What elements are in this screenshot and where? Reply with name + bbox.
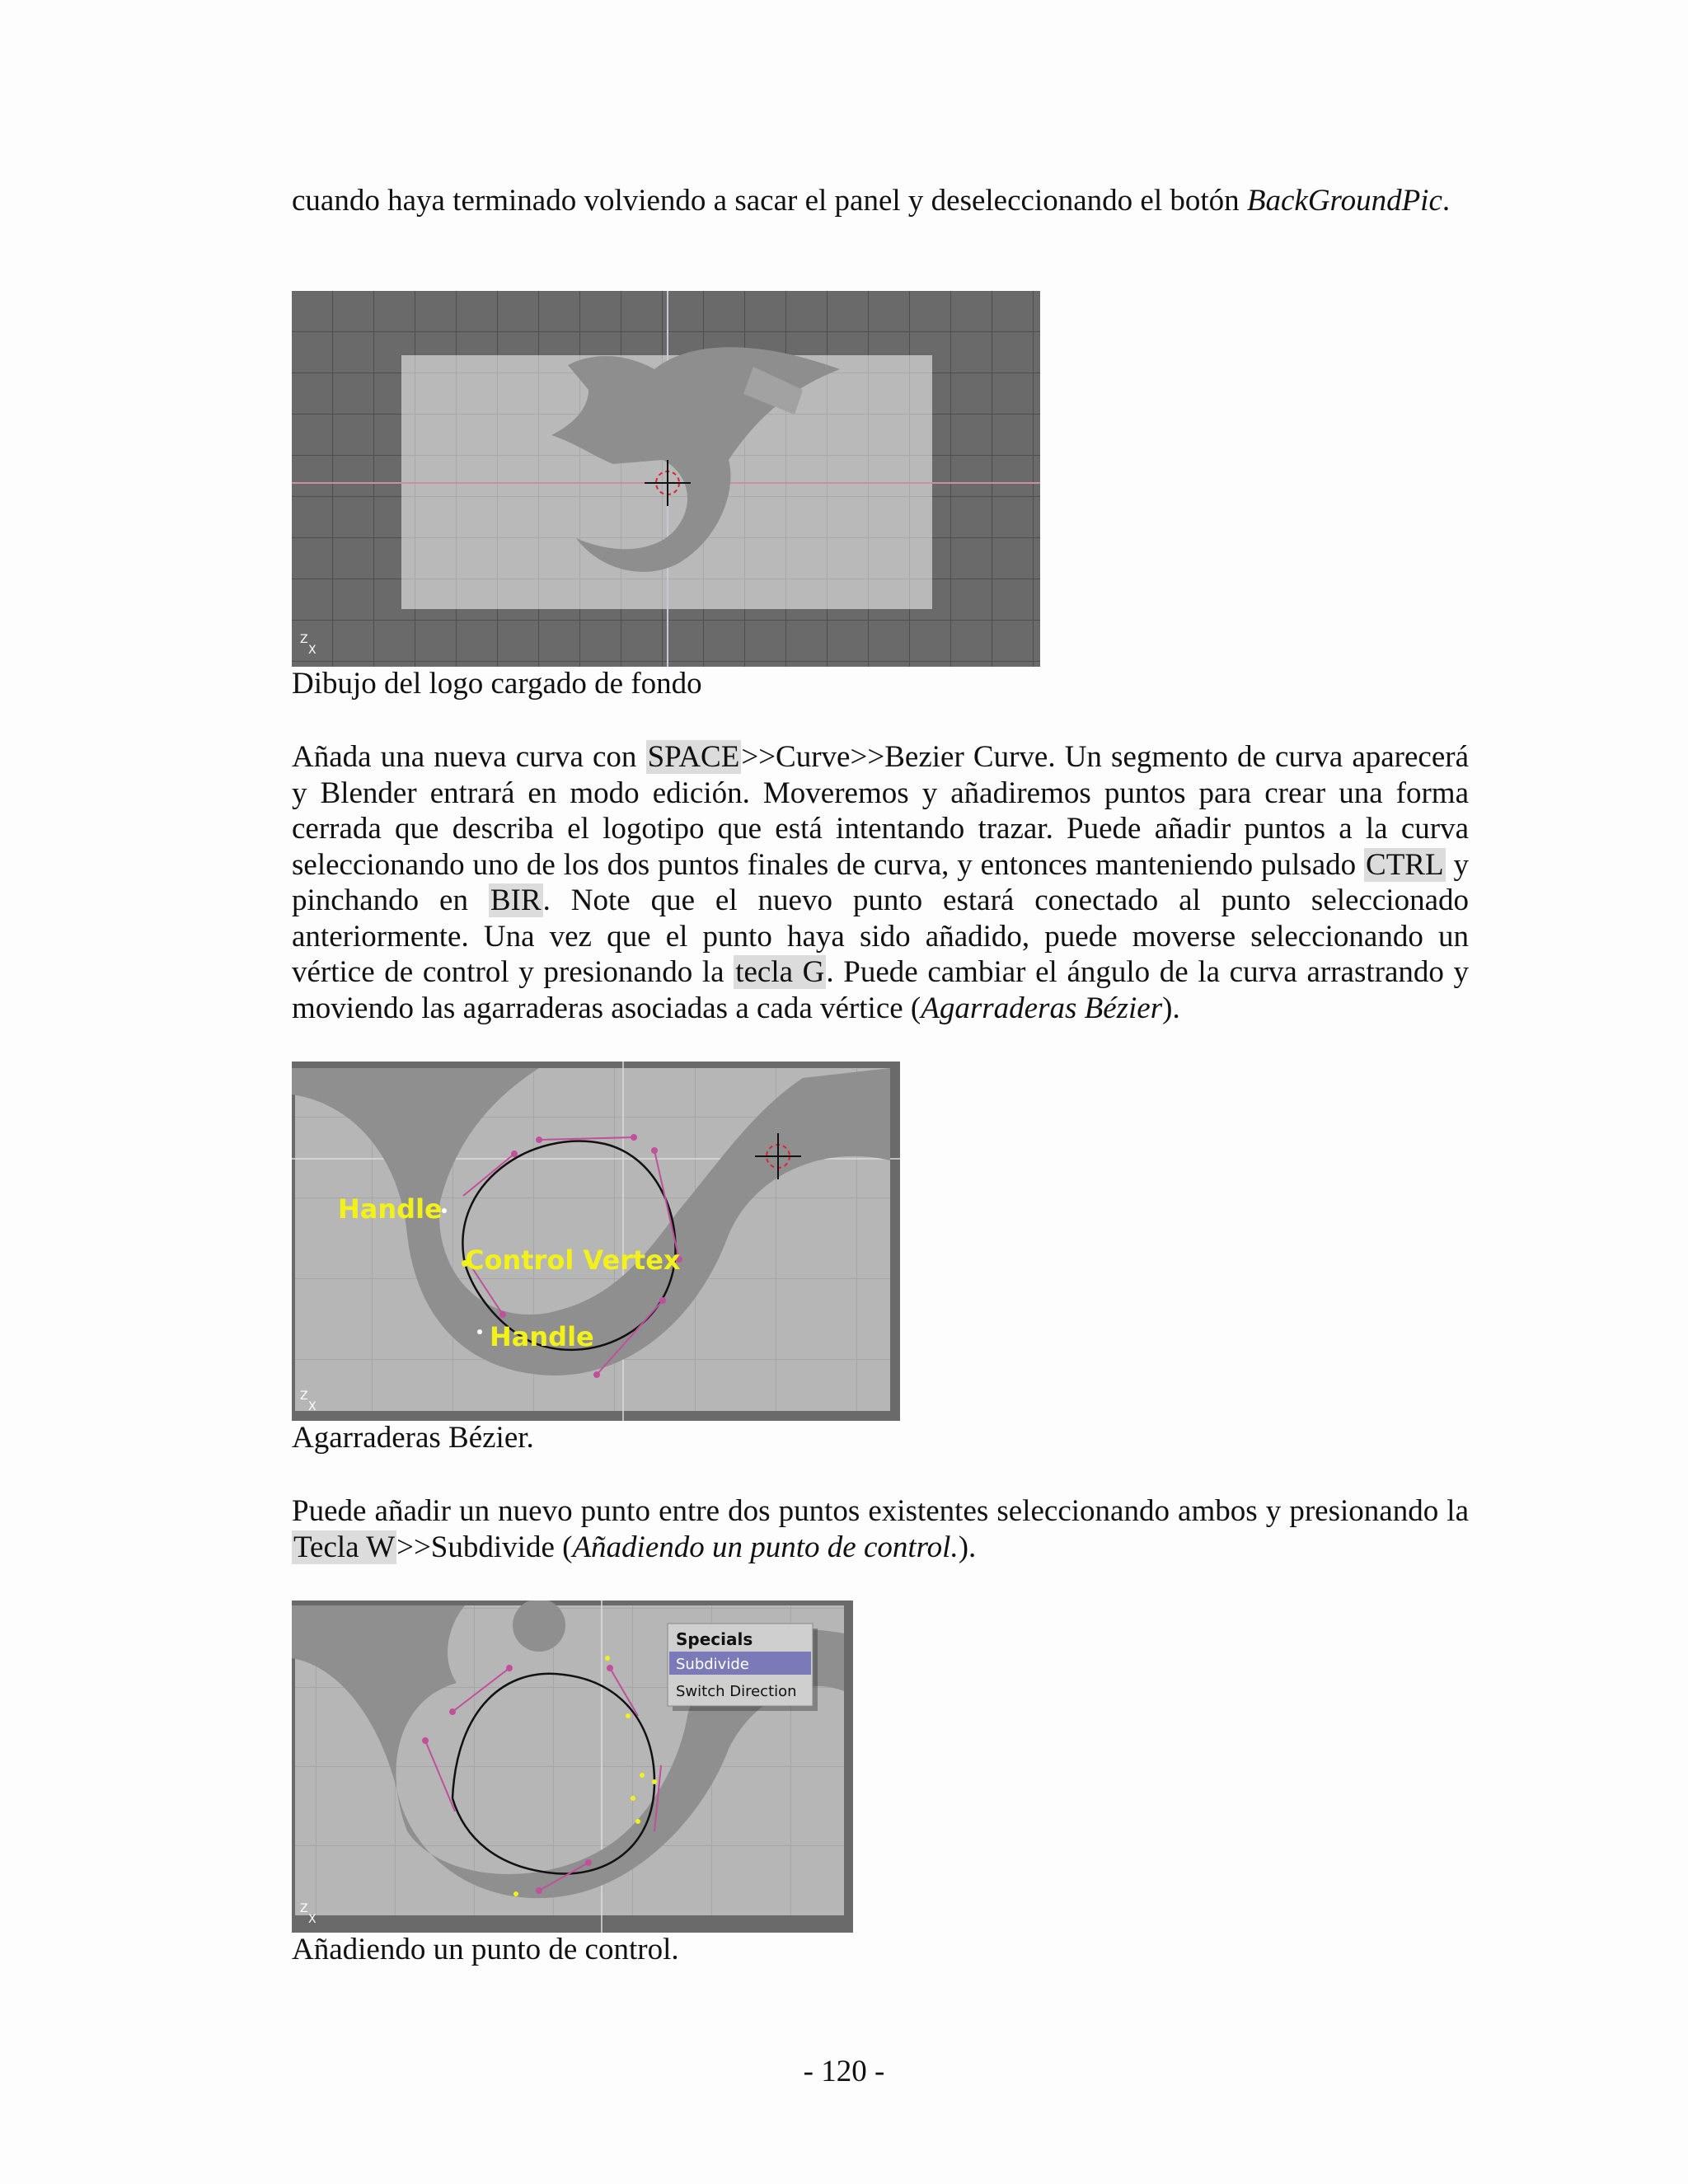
control-vertex-label: Control Vertex: [465, 1244, 681, 1276]
handle-label: Handle: [490, 1321, 594, 1352]
paragraph-text: cuando haya terminado volviendo a sacar el panel y deseleccionando el botón: [292, 184, 1247, 218]
key-w: Tecla W: [293, 1530, 396, 1564]
paragraph-text: y pinchando en: [292, 847, 1469, 917]
page-number: - 120 -: [803, 2055, 885, 2088]
figure-caption: Agarraderas Bézier.: [292, 1421, 534, 1455]
figure-background-logo: [292, 291, 1040, 667]
viewport-screenshot: [292, 1601, 853, 1933]
specials-menu: [668, 1624, 818, 1711]
paragraph-text: Añada una nueva curva con: [292, 740, 646, 774]
menu-title: Specials: [676, 1629, 753, 1649]
italic-reference: Añadiendo un punto de control.: [572, 1530, 959, 1564]
key-space: SPACE: [647, 740, 740, 774]
viewport-screenshot: [292, 1062, 900, 1421]
paragraph-text: ).: [1162, 991, 1180, 1025]
key-g: tecla G: [735, 955, 825, 989]
viewport-screenshot: [292, 291, 1040, 667]
axis-z-label: Z: [300, 633, 308, 646]
key-bir: BIR: [490, 883, 542, 917]
axis-x-label: X: [308, 1913, 316, 1926]
figure-caption: Añadiendo un punto de control.: [292, 1933, 679, 1966]
paragraph-text: . Puede cambiar el ángulo de la curva arrastrando y moviendo las agarraderas asociadas a cada vértice (: [292, 955, 1470, 1025]
paragraph-text: . Note que el nuevo punto estará conectado al punto seleccionado anteriormente. Una vez que el punto haya sido añadido, puede moverse seleccionando un vértice de control y presionando la: [292, 883, 1469, 989]
figure-add-control-point: [292, 1601, 853, 1933]
figure-bezier-handles: [292, 1062, 900, 1421]
paragraph-subdivide: [292, 1493, 1469, 1565]
paragraph-text: >>Curve>>Bezier Curve. Un segmento de curva aparecerá y Blender entrará en modo edición. Moveremos y añadiremos puntos para crear una forma cerrada que describa el logotipo que está intentando trazar. Puede añadir puntos a la curva seleccionando uno de los dos puntos finales de curva, y entonces manteniendo pulsado: [292, 740, 1469, 882]
figure-caption: Dibujo del logo cargado de fondo: [292, 667, 702, 701]
paragraph-text: >>Subdivide (: [396, 1530, 573, 1564]
key-ctrl: CTRL: [1366, 847, 1444, 882]
menu-item-switch-direction[interactable]: Switch Direction: [676, 1683, 797, 1700]
axis-z-label: Z: [300, 1902, 308, 1915]
axis-x-label: X: [308, 644, 316, 657]
axis-x-label: X: [308, 1400, 316, 1413]
paragraph-text: ).: [958, 1530, 977, 1564]
paragraph-text: Puede añadir un nuevo punto entre dos puntos existentes seleccionando ambos y presionando la: [292, 1494, 1469, 1528]
menu-item-subdivide-label: Subdivide: [676, 1656, 749, 1673]
axis-z-label: Z: [300, 1390, 308, 1403]
italic-reference: Agarraderas Bézier: [921, 991, 1163, 1025]
paragraph-text: .: [1442, 184, 1451, 218]
handle-label: Handle: [338, 1193, 443, 1225]
paragraph-intro: [292, 183, 1469, 219]
paragraph-bezier: [292, 739, 1469, 1026]
italic-term: BackGroundPic: [1246, 184, 1442, 218]
